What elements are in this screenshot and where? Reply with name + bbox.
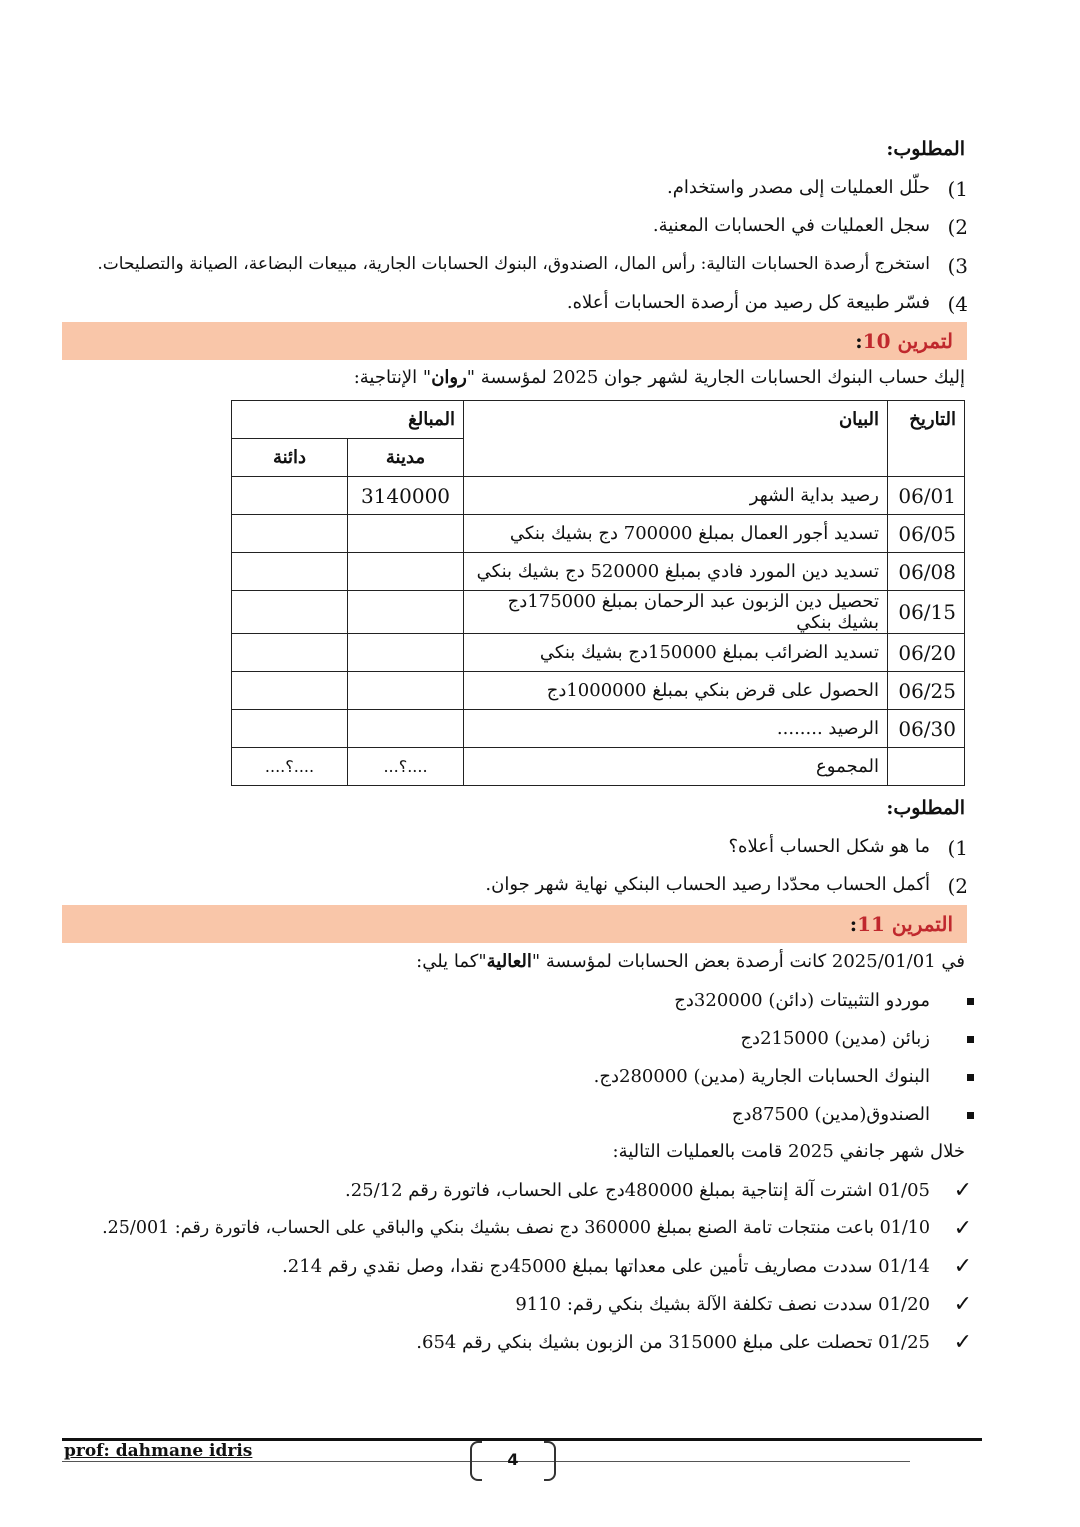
checkmark-icon: ✓ <box>953 1254 972 1279</box>
cell-debit <box>348 710 464 748</box>
cell-credit <box>232 710 348 748</box>
balance-text: البنوك الحسابات الجارية (مدين) 280000دج. <box>593 1066 930 1087</box>
cell-date: 06/05 <box>888 515 965 553</box>
operation-text: 01/05 اشترت آلة إنتاجية بمبلغ 480000دج على الحساب، فاتورة رقم 25/12. <box>344 1180 930 1201</box>
required-heading-2: المطلوب: <box>886 797 965 819</box>
cell-credit <box>232 591 348 634</box>
cell-date <box>888 748 965 786</box>
balance-item <box>594 1066 930 1087</box>
operation-item <box>102 1216 972 1241</box>
cell-debit <box>348 591 464 634</box>
exercise-11-intro <box>416 951 965 972</box>
item-text: فسّر طبيعة كل رصيد من أرصدة الحسابات أعلاه. <box>566 292 930 313</box>
header-amounts: المبالغ <box>232 401 464 439</box>
exercise-10-item-1 <box>728 836 968 860</box>
checkmark-icon: ✓ <box>953 1216 972 1241</box>
item-number: 2) <box>947 874 968 898</box>
bullet-square-icon <box>967 1112 974 1119</box>
item-text: استخرج أرصدة الحسابات التالية: رأس المال، الصندوق، البنوك الحسابات الجارية، مبيعات البضاعة، الصيانة والتصليحات. <box>97 254 930 274</box>
exercise-title-colon: : <box>849 912 858 936</box>
table-row <box>232 710 965 748</box>
operation-text: 01/25 تحصلت على مبلغ 315000 من الزبون بشيك بنكي رقم 654. <box>416 1332 930 1353</box>
balance-item <box>732 1104 930 1125</box>
operation-text: 01/14 سددت مصاريف تأمين على معداتها بمبلغ 45000دج نقدا، وصل نقدي رقم 214. <box>282 1256 930 1277</box>
bullet-square-icon <box>967 998 974 1005</box>
table-total-row <box>232 748 965 786</box>
table-row <box>232 672 965 710</box>
item-text: سجل العمليات في الحسابات المعنية. <box>652 215 930 236</box>
intro-text: في 2025/01/01 كانت أرصدة بعض الحسابات لمؤسسة " <box>531 951 965 972</box>
balance-item <box>740 1028 930 1049</box>
bank-account-table <box>231 400 965 786</box>
cell-description: رصيد بداية الشهر <box>464 477 888 515</box>
balance-item <box>674 990 930 1011</box>
checkmark-icon: ✓ <box>953 1292 972 1317</box>
operation-item <box>282 1254 972 1279</box>
cell-credit <box>232 634 348 672</box>
item-number: 3) <box>947 254 968 278</box>
cell-debit <box>348 515 464 553</box>
exercise-10-intro <box>354 367 965 388</box>
exercise-11-title <box>850 912 953 936</box>
cell-credit <box>232 553 348 591</box>
cell-debit: ....؟... <box>348 748 464 786</box>
table-row <box>232 553 965 591</box>
item-text: حلّل العمليات إلى مصدر واستخدام. <box>666 177 930 198</box>
cell-credit <box>232 672 348 710</box>
required-heading-1: المطلوب: <box>886 138 965 160</box>
cell-date: 06/30 <box>888 710 965 748</box>
cell-date: 06/01 <box>888 477 965 515</box>
company-name: روان <box>431 367 467 388</box>
cell-debit <box>348 553 464 591</box>
operation-item <box>416 1330 972 1355</box>
cell-description: المجموع <box>464 748 888 786</box>
header-date: التاريخ <box>888 401 965 477</box>
exercise-10-item-2 <box>485 874 968 898</box>
page-number: 4 <box>507 1450 519 1469</box>
balance-text: الصندوق(مدين) 87500دج <box>731 1104 930 1125</box>
exercise-title-colon: : <box>855 329 863 353</box>
intro-text-end: "كما يلي: <box>416 951 487 972</box>
cell-credit: ....؟.... <box>232 748 348 786</box>
required-item-4 <box>566 292 968 316</box>
header-credit: دائنة <box>232 439 348 477</box>
cell-description: تسديد أجور العمال بمبلغ 700000 دج بشيك بنكي <box>464 515 888 553</box>
cell-credit <box>232 515 348 553</box>
exercise-11-band <box>62 905 967 943</box>
intro-text: إليك حساب البنوك الحسابات الجارية لشهر جوان 2025 لمؤسسة " <box>466 367 965 388</box>
cell-description: الحصول على قرض بنكي بمبلغ 1000000دج <box>464 672 888 710</box>
exercise-title-number: 10 <box>862 329 891 353</box>
bullet-square-icon <box>967 1036 974 1043</box>
required-item-3 <box>97 254 968 278</box>
cell-date: 06/20 <box>888 634 965 672</box>
required-item-2 <box>652 215 968 239</box>
item-number: 1) <box>947 836 968 860</box>
table-row <box>232 634 965 672</box>
table-row <box>232 591 965 634</box>
item-number: 1) <box>947 177 968 201</box>
checkmark-icon: ✓ <box>953 1330 972 1355</box>
cell-description: تسديد دين المورد فادي بمبلغ 520000 دج بشيك بنكي <box>464 553 888 591</box>
cell-credit <box>232 477 348 515</box>
required-item-1 <box>666 177 968 201</box>
item-number: 4) <box>947 292 968 316</box>
cell-date: 06/08 <box>888 553 965 591</box>
checkmark-icon: ✓ <box>953 1178 972 1203</box>
item-number: 2) <box>947 215 968 239</box>
exercise-10-title <box>855 329 953 353</box>
company-name: العالية <box>486 951 532 972</box>
cell-debit: 3140000 <box>348 477 464 515</box>
cell-date: 06/25 <box>888 672 965 710</box>
header-debit: مدينة <box>348 439 464 477</box>
right-bracket-icon <box>544 1441 556 1481</box>
cell-date: 06/15 <box>888 591 965 634</box>
item-text: ما هو شكل الحساب أعلاه؟ <box>728 836 930 857</box>
footer-author: prof: dahmane idris <box>64 1441 253 1461</box>
exercise-title-word: لتمرين <box>897 329 953 353</box>
intro-text-end: " الإنتاجية: <box>353 367 432 388</box>
bullet-square-icon <box>967 1074 974 1081</box>
cell-debit <box>348 672 464 710</box>
operation-text: 01/20 سددت نصف تكلفة الآلة بشيك بنكي رقم: 9110 <box>515 1294 930 1315</box>
operation-item <box>344 1178 972 1203</box>
header-description: البيان <box>464 401 888 477</box>
cell-description: تحصيل دين الزبون عبد الرحمان بمبلغ 175000دج بشيك بنكي <box>464 591 888 634</box>
balance-text: موردو التثبيتات (دائن) 320000دج <box>674 990 930 1011</box>
operation-item <box>515 1292 972 1317</box>
operations-intro: خلال شهر جانفي 2025 قامت بالعمليات التالية: <box>612 1141 965 1162</box>
cell-description: الرصيد ........ <box>464 710 888 748</box>
cell-description: تسديد الضرائب بمبلغ 150000دج بشيك بنكي <box>464 634 888 672</box>
exercise-10-band <box>62 322 967 360</box>
item-text: أكمل الحساب محدّدا رصيد الحساب البنكي نهاية شهر جوان. <box>485 874 930 895</box>
cell-debit <box>348 634 464 672</box>
table-row <box>232 477 965 515</box>
operation-text: 01/10 باعت منتجات تامة الصنع بمبلغ 360000 دج نصف بشيك بنكي والباقي على الحساب، فاتورة رقم: 25/001. <box>102 1218 930 1238</box>
balance-text: زبائن (مدين) 215000دج <box>740 1028 930 1049</box>
exercise-title-number: 11 <box>857 912 885 936</box>
exercise-title-word: التمرين <box>891 912 953 936</box>
table-header-row <box>232 401 965 439</box>
table-row <box>232 515 965 553</box>
page-number-box <box>470 1441 556 1479</box>
